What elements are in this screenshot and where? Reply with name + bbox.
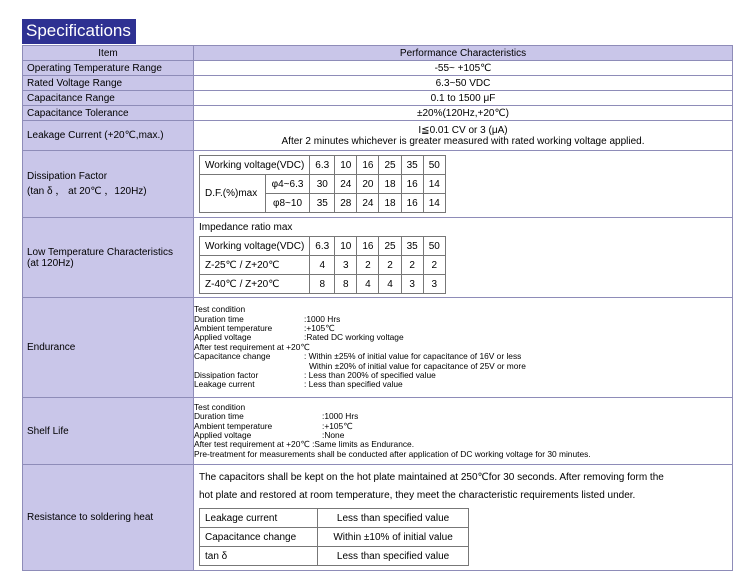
endurance-value: Within ±20% of initial value for capacitance of 25V or more: [309, 360, 526, 371]
endurance-key: Ambient temperature: [194, 322, 273, 333]
voltage-cell: 10: [335, 237, 357, 256]
ratio-value: 4: [310, 256, 335, 275]
row-value: 0.1 to 1500 μF: [194, 91, 733, 106]
impedance-table: [199, 236, 446, 294]
size-cell: φ4~6.3: [265, 175, 310, 194]
df-value: 28: [335, 194, 357, 213]
ratio-value: 4: [357, 275, 379, 294]
shelf-test-condition: Test condition: [194, 401, 246, 412]
voltage-cell: 6.3: [310, 156, 335, 175]
ratio-value: 3: [423, 275, 445, 294]
endurance-value: :Rated DC working voltage: [304, 332, 404, 343]
voltage-cell: 10: [335, 156, 357, 175]
soldering-description: [194, 465, 732, 505]
ratio-value: 8: [310, 275, 335, 294]
ratio-label: Z-40℃ / Z+20℃: [200, 275, 310, 294]
endurance-key: Capacitance change: [194, 351, 271, 362]
ratio-value: 4: [379, 275, 401, 294]
voltage-cell: 35: [401, 156, 423, 175]
row-label: Capacitance Range: [23, 91, 194, 106]
endurance-key: Leakage current: [194, 379, 255, 390]
endurance-test-condition: Test condition: [194, 304, 246, 315]
row-value: ±20%(120Hz,+20℃): [194, 106, 733, 121]
size-cell: φ8~10: [265, 194, 310, 213]
voltage-cell: 16: [357, 237, 379, 256]
df-value: 20: [357, 175, 379, 194]
ratio-value: 2: [401, 256, 423, 275]
soldering-row-value: Less than specified value: [318, 509, 469, 528]
df-value: 35: [310, 194, 335, 213]
endurance-label: Endurance: [23, 298, 194, 398]
soldering-row-label: Leakage current: [200, 509, 318, 528]
dissipation-label-line1: Dissipation Factor: [27, 171, 108, 182]
df-value: 14: [423, 194, 445, 213]
df-label: D.F.(%)max: [200, 175, 266, 213]
ratio-value: 2: [423, 256, 445, 275]
ratio-value: 2: [357, 256, 379, 275]
shelf-after: After test requirement at +20℃ :Same limits as Endurance.: [194, 439, 415, 450]
ratio-value: 8: [335, 275, 357, 294]
shelf-key: Ambient temperature: [194, 420, 273, 431]
page-title: Specifications: [22, 19, 136, 44]
endurance-value: : Less than specified value: [304, 379, 403, 390]
soldering-row-value: Within ±10% of initial value: [318, 528, 469, 547]
low-temp-label-line2: (at 120Hz): [27, 257, 74, 269]
shelf-life-label: Shelf Life: [23, 398, 194, 465]
dissipation-cell: [194, 151, 733, 218]
df-value: 18: [379, 194, 401, 213]
df-value: 24: [357, 194, 379, 213]
voltage-cell: 35: [401, 237, 423, 256]
df-value: 14: [423, 175, 445, 194]
voltage-cell: 25: [379, 156, 401, 175]
wv-label: Working voltage(VDC): [200, 156, 310, 175]
df-value: 16: [401, 194, 423, 213]
soldering-para-line2: hot plate and restored at room temperature, they meet the characteristic requirements listed under.: [199, 490, 636, 501]
ratio-value: 2: [379, 256, 401, 275]
soldering-cell: [194, 465, 733, 571]
row-value: 6.3~50 VDC: [194, 76, 733, 91]
soldering-para-line1: The capacitors shall be kept on the hot plate maintained at 250℃for 30 seconds. After removing form the: [199, 472, 664, 483]
leakage-label: Leakage Current (+20℃,max.): [23, 121, 194, 151]
endurance-value: : Within ±25% of initial value for capacitance of 16V or less: [304, 351, 522, 362]
endurance-after: After test requirement at +20℃: [194, 341, 310, 352]
df-value: 18: [379, 175, 401, 194]
df-value: 24: [335, 175, 357, 194]
leakage-line2: After 2 minutes whichever is greater measured with rated working voltage applied.: [281, 135, 645, 147]
endurance-value: : Less than 200% of specified value: [304, 370, 436, 381]
dissipation-label-line2: (tan δ ， at 20℃ ，120Hz): [27, 186, 147, 197]
endurance-value: :+105℃: [304, 322, 335, 333]
endurance-value: :1000 Hrs: [304, 313, 341, 324]
low-temp-label-line1: Low Temperature Characteristics: [27, 246, 173, 258]
wv-label: Working voltage(VDC): [200, 237, 310, 256]
shelf-life-cell: [194, 398, 733, 465]
leakage-line1: I≦0.01 CV or 3 (μA): [418, 124, 508, 136]
header-item: Item: [23, 46, 194, 61]
soldering-row-label: tan δ: [200, 547, 318, 566]
shelf-value: :+105℃: [322, 420, 353, 431]
soldering-table: [199, 508, 469, 566]
shelf-value: :1000 Hrs: [322, 411, 359, 422]
soldering-label: Resistance to soldering heat: [23, 465, 194, 571]
row-label: Capacitance Tolerance: [23, 106, 194, 121]
voltage-cell: 50: [423, 156, 445, 175]
low-temp-cell: [194, 218, 733, 298]
endurance-key: Dissipation factor: [194, 370, 259, 381]
voltage-cell: 50: [423, 237, 445, 256]
endurance-cell: [194, 298, 733, 398]
specifications-table: [22, 45, 733, 571]
df-value: 30: [310, 175, 335, 194]
low-temp-label: [23, 218, 194, 298]
endurance-key: Applied voltage: [194, 332, 252, 343]
soldering-row-label: Capacitance change: [200, 528, 318, 547]
impedance-caption: Impedance ratio max: [199, 222, 293, 233]
shelf-key: Duration time: [194, 411, 244, 422]
dissipation-table: [199, 155, 446, 213]
voltage-cell: 25: [379, 237, 401, 256]
shelf-pretreatment: Pre-treatment for measurements shall be conducted after application of DC working voltage for 30 minutes.: [194, 448, 591, 459]
soldering-row-value: Less than specified value: [318, 547, 469, 566]
row-value: -55~ +105℃: [194, 61, 733, 76]
endurance-key: Duration time: [194, 313, 244, 324]
row-label: Rated Voltage Range: [23, 76, 194, 91]
df-value: 16: [401, 175, 423, 194]
shelf-value: :None: [322, 430, 345, 440]
voltage-cell: 6.3: [310, 237, 335, 256]
ratio-value: 3: [401, 275, 423, 294]
dissipation-label: [23, 151, 194, 218]
row-label: Operating Temperature Range: [23, 61, 194, 76]
voltage-cell: 16: [357, 156, 379, 175]
leakage-value: [194, 121, 733, 151]
ratio-label: Z-25℃ / Z+20℃: [200, 256, 310, 275]
shelf-key: Applied voltage: [194, 430, 252, 440]
ratio-value: 3: [335, 256, 357, 275]
header-performance: Performance Characteristics: [194, 46, 733, 61]
